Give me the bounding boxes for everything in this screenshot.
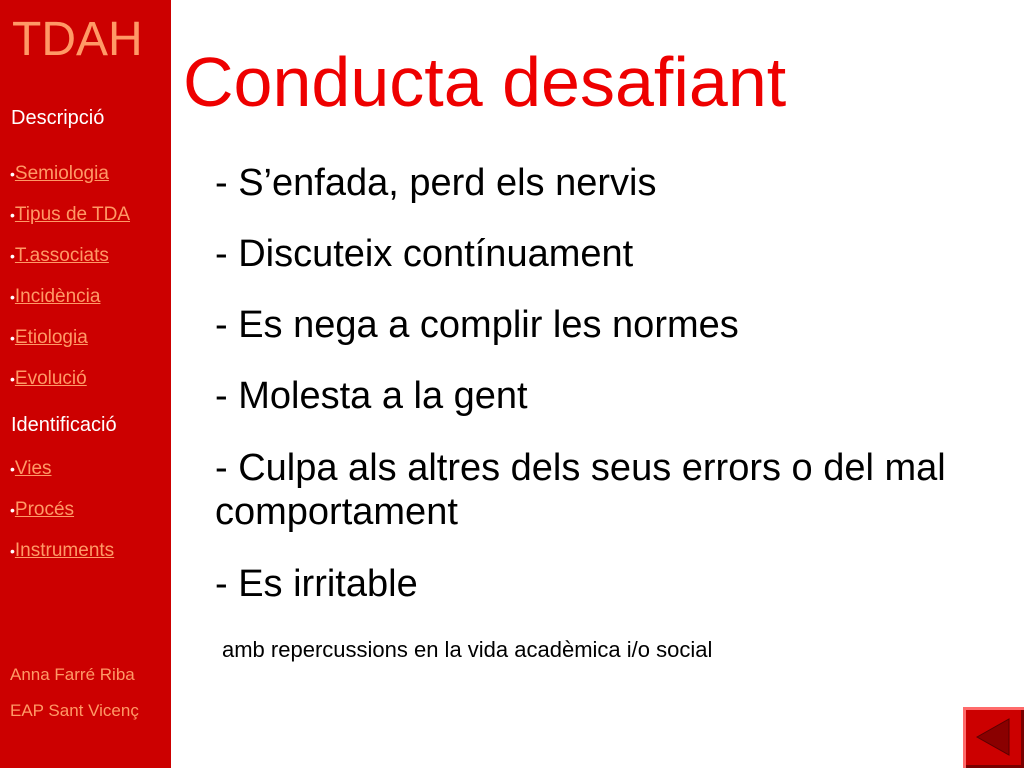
section-heading-descripcio: Descripció [11,107,105,129]
nav-link-instruments[interactable]: Instruments [14,540,115,561]
bullet-list [215,162,1015,634]
nav-item-instruments [10,538,114,579]
bullet-item: - S’enfada, perd els nervis [215,162,657,204]
nav-item-tipus-de-tda [10,202,130,243]
bullet-item: - Culpa als altres dels seus errors o del mal comportament [215,447,946,533]
nav-item-incidencia [10,284,130,325]
nav-list-identificacio [10,456,114,579]
nav-item-evolucio [10,366,130,407]
bullet-icon: • [10,289,15,305]
bullet-icon: • [10,543,15,559]
author-name: Anna Farré Riba [10,665,135,684]
nav-item-semiologia [10,161,130,202]
slide-title: Conducta desafiant [183,43,787,121]
nav-list-descripcio [10,161,130,407]
bullet-item: - Molesta a la gent [215,375,528,417]
nav-link-incidencia[interactable]: Incidència [14,286,101,307]
bullet-item: - Discuteix contínuament [215,233,634,275]
bullet-icon: • [10,166,15,182]
sidebar [0,0,171,768]
nav-item-t-associats [10,243,130,284]
nav-link-evolucio[interactable]: Evolució [14,368,87,389]
bullet-item: - Es irritable [215,563,418,605]
sidebar-title: TDAH [12,13,143,66]
author-center: EAP Sant Vicenç [10,701,139,720]
bullet-icon: • [10,461,15,477]
nav-link-t-associats[interactable]: T.associats [14,245,109,266]
bullet-icon: • [10,371,15,387]
nav-item-vies [10,456,114,497]
nav-link-etiologia[interactable]: Etiologia [14,327,88,348]
footnote: amb repercussions en la vida acadèmica i/o social [222,637,713,662]
section-heading-identificacio: Identificació [11,414,117,436]
nav-item-etiologia [10,325,130,366]
bullet-icon: • [10,330,15,346]
nav-link-proces[interactable]: Procés [14,499,75,520]
bullet-icon: • [10,207,15,223]
nav-link-tipus-de-tda[interactable]: Tipus de TDA [14,204,131,225]
nav-link-semiologia[interactable]: Semiologia [14,163,109,184]
bullet-item: - Es nega a complir les normes [215,304,739,346]
triangle-left-icon [963,707,1024,768]
nav-item-proces [10,497,114,538]
bullet-icon: • [10,502,15,518]
bullet-icon: • [10,248,15,264]
back-button[interactable] [963,707,1024,768]
nav-link-vies[interactable]: Vies [14,458,52,479]
